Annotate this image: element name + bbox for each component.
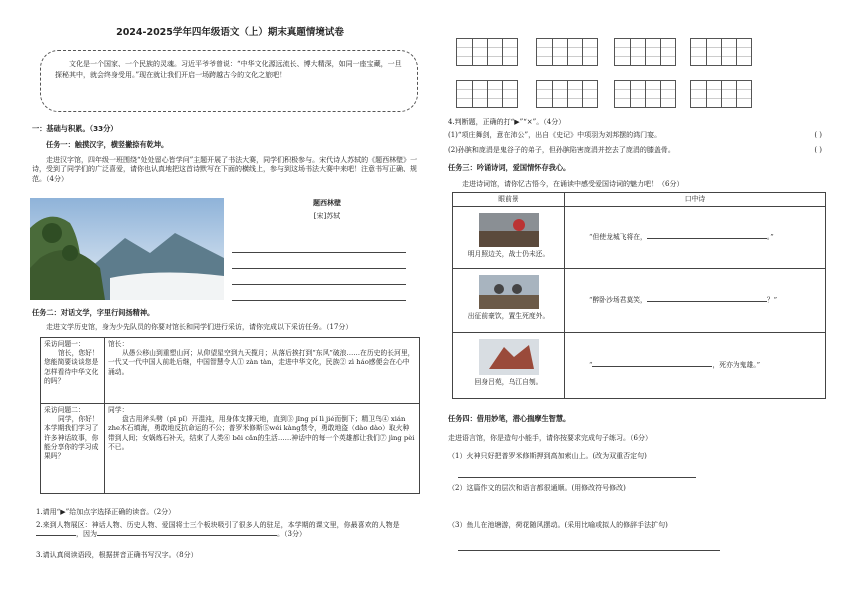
grid-cell[interactable] bbox=[691, 39, 706, 65]
task1-text: 走进汉字馆，四年级一班围绕“处处留心皆学问”主题开展了书法大赛，同学们积极参与。宋代诗人苏轼的《题西林壁》一诗，受到了同学们的广泛喜爱，请你也认真地把这首诗默写在下面的横线上，参与到这场书法大赛中来吧！注意书写正确、规范。（4分） bbox=[32, 156, 418, 183]
grid-cell[interactable] bbox=[537, 39, 552, 65]
answer-label: 同学： bbox=[108, 406, 129, 414]
writing-grid[interactable] bbox=[690, 80, 752, 108]
judgement-text: (1)“项庄舞剑，意在沛公”，出自《史记》中项羽为刘邦摆的鸿门宴。 bbox=[448, 131, 662, 139]
grid-cell[interactable] bbox=[567, 81, 582, 107]
grid-cell[interactable] bbox=[645, 39, 660, 65]
grid-cell[interactable] bbox=[537, 81, 552, 107]
verse-cell bbox=[565, 207, 826, 269]
grid-cell[interactable] bbox=[706, 39, 721, 65]
grid-cell[interactable] bbox=[457, 39, 472, 65]
grid-cell[interactable] bbox=[691, 81, 706, 107]
answer-line[interactable] bbox=[458, 477, 696, 478]
table-header-row bbox=[453, 193, 826, 207]
grid-cell[interactable] bbox=[660, 81, 675, 107]
grid-cell[interactable] bbox=[502, 39, 517, 65]
answer-line[interactable] bbox=[232, 284, 406, 285]
answer-text: 从愚公移山到重塑山河；从仰望星空到九天揽月；从落后挨打到“东风”破浪……在历史的长河里，一代又一代中国人前赴后继，中国智慧令人① zàn tàn，走进中华文化，民族② zì háo感便会在心中涌动。 bbox=[108, 349, 415, 376]
table-row bbox=[453, 207, 826, 269]
verse-text: ？” bbox=[766, 296, 778, 305]
grid-cell[interactable] bbox=[736, 39, 751, 65]
verse-text: 。” bbox=[766, 233, 774, 242]
question-2 bbox=[36, 521, 420, 540]
grid-cell[interactable] bbox=[736, 81, 751, 107]
question-label: 采访问题一： bbox=[44, 340, 85, 348]
grid-cell[interactable] bbox=[582, 39, 597, 65]
grid-cell[interactable] bbox=[660, 39, 675, 65]
question-3: 3.请认真阅读语段，根据拼音正确书写汉字。（8分） bbox=[36, 551, 198, 559]
table-row bbox=[41, 338, 420, 404]
answer-label: 馆长： bbox=[108, 340, 129, 348]
question-2-part: 。（3分） bbox=[277, 530, 306, 539]
page-title: 2024-2025学年四年级语文（上）期末真题情境试卷 bbox=[116, 27, 344, 38]
scene-caption: 回身吕苑，乌江自刎。 bbox=[474, 378, 543, 387]
warrior-image bbox=[479, 339, 539, 375]
scene-caption: 明月照边关，战士仍未还。 bbox=[467, 250, 550, 259]
task4-title: 任务四：借用妙笔，潜心揣摩生智慧。 bbox=[448, 414, 571, 423]
answer-line[interactable] bbox=[232, 252, 406, 253]
answer-text: 盘古用斧头劈（pī pǐ）开混沌，用身体支撑天地，直到③ jīng pí lì jié而倒下；精卫鸟④ xián zhe木石填海，勇敢地反抗命运的不公；普罗米修斯⑤wéi kàng禁令，勇敢地盗（dào dào）取火种带到人间；女娲炼石补天，结束了人类⑥ bēi cǎn的生活……神话中的每一个英雄都让我们⑦ jìng pèi不已。 bbox=[108, 415, 415, 451]
table-row bbox=[453, 333, 826, 399]
grid-cell[interactable] bbox=[472, 39, 487, 65]
answer-cell bbox=[105, 338, 420, 404]
judgement-item bbox=[448, 146, 822, 155]
verse-text: ，死亦为鬼雄。” bbox=[712, 361, 761, 370]
writing-grid[interactable] bbox=[536, 80, 598, 108]
answer-line[interactable] bbox=[458, 550, 720, 551]
table-row bbox=[453, 269, 826, 333]
task1-title: 任务一：触摸汉字，横竖撇捺有乾坤。 bbox=[46, 140, 169, 149]
table-row bbox=[41, 404, 420, 494]
question-4: 4.判断题，正确的打“▶”“×”。（4分） bbox=[448, 118, 566, 126]
column-header: 眼前景 bbox=[453, 193, 565, 207]
grid-cell[interactable] bbox=[630, 39, 645, 65]
task2-title: 任务二：对话文学，字里行间扬精神。 bbox=[32, 308, 155, 317]
grid-cell[interactable] bbox=[567, 39, 582, 65]
writing-grid[interactable] bbox=[690, 38, 752, 66]
answer-bracket[interactable]: ( ) bbox=[814, 146, 822, 154]
writing-grid[interactable] bbox=[614, 80, 676, 108]
grid-cell[interactable] bbox=[630, 81, 645, 107]
grid-cell[interactable] bbox=[487, 81, 502, 107]
sentence-2: （2）这篇作文的层次和语言都很通顺。(用修改符号修改) bbox=[448, 484, 626, 492]
verse-cell bbox=[565, 269, 826, 333]
blank-field[interactable] bbox=[647, 238, 767, 239]
poem-table bbox=[452, 192, 826, 399]
column-header: 口中诗 bbox=[565, 193, 826, 207]
question-1: 1.请用“▶”给加点字选择正确的读音。（2分） bbox=[36, 508, 176, 516]
scene-cell bbox=[453, 333, 565, 399]
grid-cell[interactable] bbox=[582, 81, 597, 107]
question-2-part: 2.来到人物展区：神话人物、历史人物、爱国将士三个板块吸引了很多人的驻足，本学期的课文里，你最喜欢的人物是 bbox=[36, 521, 400, 529]
answer-line[interactable] bbox=[232, 300, 406, 301]
task3-text: 走进诗词馆，请你忆古悟今，在诵读中感受爱国诗词的魅力吧！（6分） bbox=[462, 180, 684, 188]
grid-cell[interactable] bbox=[615, 81, 630, 107]
sentence-1: （1）火神只好把普罗米修斯押到高加索山上。(改为双重否定句) bbox=[448, 452, 647, 460]
question-text: 同学，你好！本学期我们学习了许多神话故事，你能分享你的学习成果吗？ bbox=[44, 415, 99, 460]
blank-field[interactable] bbox=[647, 301, 767, 302]
grid-cell[interactable] bbox=[552, 81, 567, 107]
grid-cell[interactable] bbox=[721, 39, 736, 65]
writing-grid[interactable] bbox=[614, 38, 676, 66]
section-heading: 一：基础与积累。（33分） bbox=[32, 124, 118, 133]
verse-text: “ bbox=[589, 361, 593, 370]
grid-cell[interactable] bbox=[502, 81, 517, 107]
poem-title: 题西林壁 bbox=[313, 198, 341, 207]
verse-cell bbox=[565, 333, 826, 399]
writing-grid[interactable] bbox=[456, 38, 518, 66]
landscape-image bbox=[30, 198, 224, 300]
task2-text: 走进文学历史馆，身为少先队员的你要对馆长和同学们进行采访，请你完成以下采访任务。（17分） bbox=[46, 323, 353, 331]
battle-image bbox=[479, 213, 539, 247]
question-2-part: ，因为 bbox=[76, 530, 97, 539]
scene-cell bbox=[453, 207, 565, 269]
interview-table bbox=[40, 337, 420, 494]
grid-cell[interactable] bbox=[472, 81, 487, 107]
grid-cell[interactable] bbox=[457, 81, 472, 107]
poem-author: [宋]苏轼 bbox=[313, 212, 341, 220]
grid-cell[interactable] bbox=[645, 81, 660, 107]
grid-cell[interactable] bbox=[721, 81, 736, 107]
scene-caption: 出征前豪饮，置生死度外。 bbox=[467, 312, 550, 321]
verse-text: “醉卧沙场君莫笑， bbox=[589, 296, 647, 305]
verse-text: “但使龙城飞将在， bbox=[589, 233, 647, 242]
judgement-item bbox=[448, 131, 822, 140]
question-text: 馆长，您好！您能简要谈谈您是怎样看待中华文化的吗？ bbox=[44, 349, 99, 385]
question-cell bbox=[41, 338, 105, 404]
intro-box: 文化是一个国家、一个民族的灵魂。习近平爷爷曾说：“中华文化源远流长、博大精深，如同一座宝藏，一旦探秘其中，就会终身受用。”现在就让我们开启一场跨越古今的文化之旅吧！ bbox=[40, 50, 418, 112]
writing-grid[interactable] bbox=[456, 80, 518, 108]
grid-cell[interactable] bbox=[615, 39, 630, 65]
answer-bracket[interactable]: ( ) bbox=[814, 131, 822, 139]
banquet-image bbox=[479, 275, 539, 309]
grid-cell[interactable] bbox=[552, 39, 567, 65]
judgement-text: (2)孙膑和庞涓是鬼谷子的弟子，但孙膑陷害庞涓并挖去了庞涓的膝盖骨。 bbox=[448, 146, 675, 154]
sentence-3: （3）鱼儿在池塘游，荷花随风摆动。(采用比喻或拟人的修辞手法扩句) bbox=[448, 521, 668, 529]
answer-cell bbox=[105, 404, 420, 494]
pinyin-grids bbox=[456, 38, 832, 118]
task4-text: 走进语言馆，你是造句小能手，请你按要求完成句子练习。（6分） bbox=[448, 434, 652, 442]
writing-grid[interactable] bbox=[536, 38, 598, 66]
grid-cell[interactable] bbox=[487, 39, 502, 65]
blank-field[interactable] bbox=[97, 535, 277, 536]
question-label: 采访问题二： bbox=[44, 406, 85, 414]
scene-cell bbox=[453, 269, 565, 333]
task3-title: 任务三：吟诵诗词，爱国情怀存我心。 bbox=[448, 163, 571, 172]
grid-cell[interactable] bbox=[706, 81, 721, 107]
answer-line[interactable] bbox=[232, 268, 406, 269]
question-cell bbox=[41, 404, 105, 494]
blank-field[interactable] bbox=[592, 366, 712, 367]
blank-field[interactable] bbox=[36, 535, 76, 536]
